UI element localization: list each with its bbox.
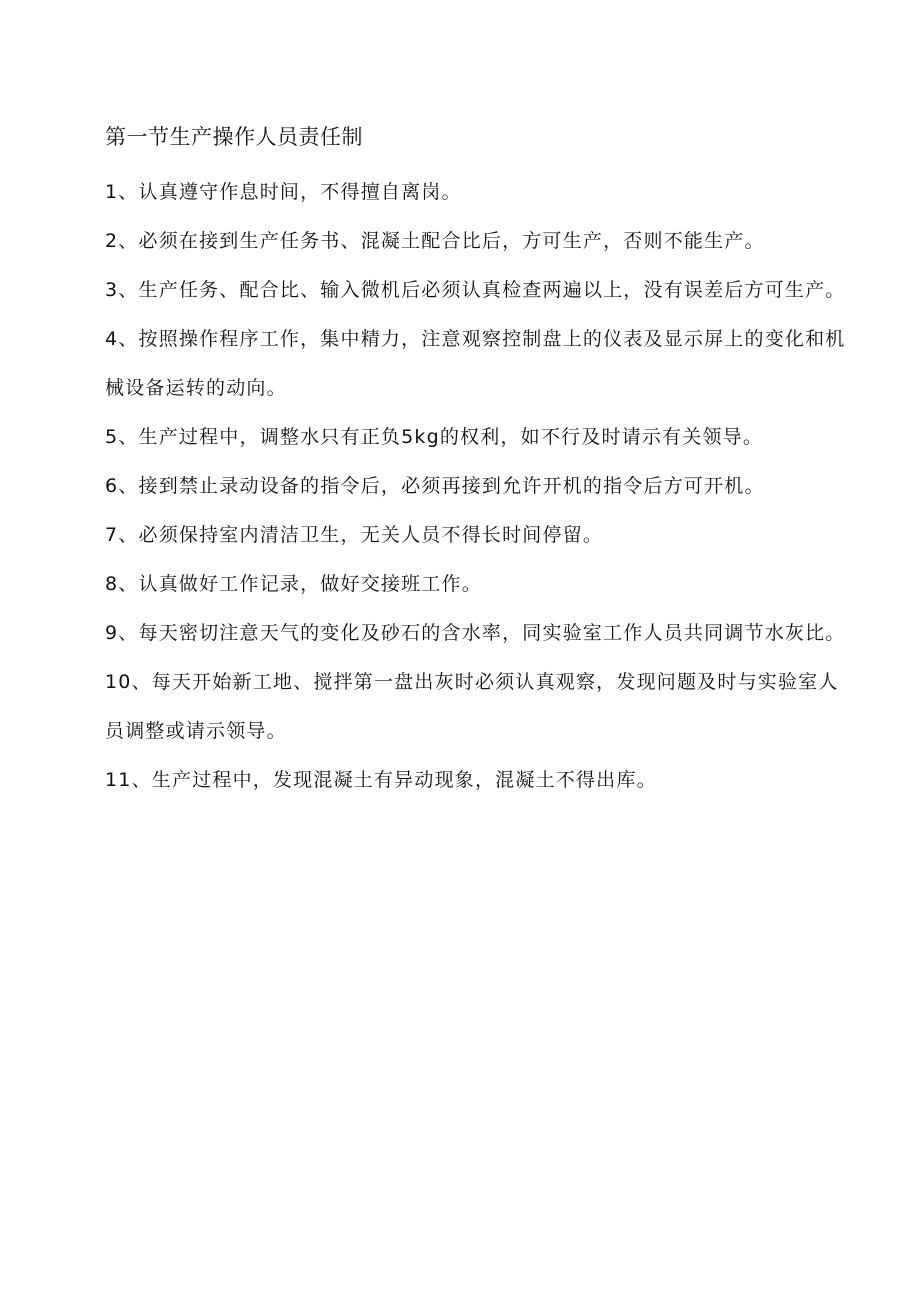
rule-item-4: 4、按照操作程序工作，集中精力，注意观察控制盘上的仪表及显示屏上的变化和机械设备运转的动向。 [105,328,846,399]
rule-item-8: 8、认真做好工作记录，做好交接班工作。 [105,573,482,595]
rule-item-5: 5、生产过程中，调整水只有正负5kg的权利，如不行及时请示有关领导。 [105,426,764,448]
rule-item-3: 3、生产任务、配合比、输入微机后必须认真检查两遍以上，没有误差后方可生产。 [105,279,846,301]
rule-item-1: 1、认真遵守作息时间，不得擅自离岗。 [105,181,462,203]
rule-item-7: 7、必须保持室内清洁卫生，无关人员不得长时间停留。 [105,524,604,546]
rule-item-10: 10、每天开始新工地、搅拌第一盘出灰时必须认真观察，发现问题及时与实验室人员调整或请示领导。 [105,671,839,742]
rule-item-6: 6、接到禁止录动设备的指令后，必须再接到允许开机的指令后方可开机。 [105,475,765,497]
section-title: 第一节生产操作人员责任制 [105,125,363,149]
rule-item-11: 11、生产过程中，发现混凝土有异动现象，混凝土不得出库。 [105,769,657,791]
document-body [105,119,855,805]
rule-item-2: 2、必须在接到生产任务书、混凝土配合比后，方可生产，否则不能生产。 [105,230,765,252]
rule-item-9: 9、每天密切注意天气的变化及砂石的含水率，同实验室工作人员共同调节水灰比。 [105,622,846,644]
